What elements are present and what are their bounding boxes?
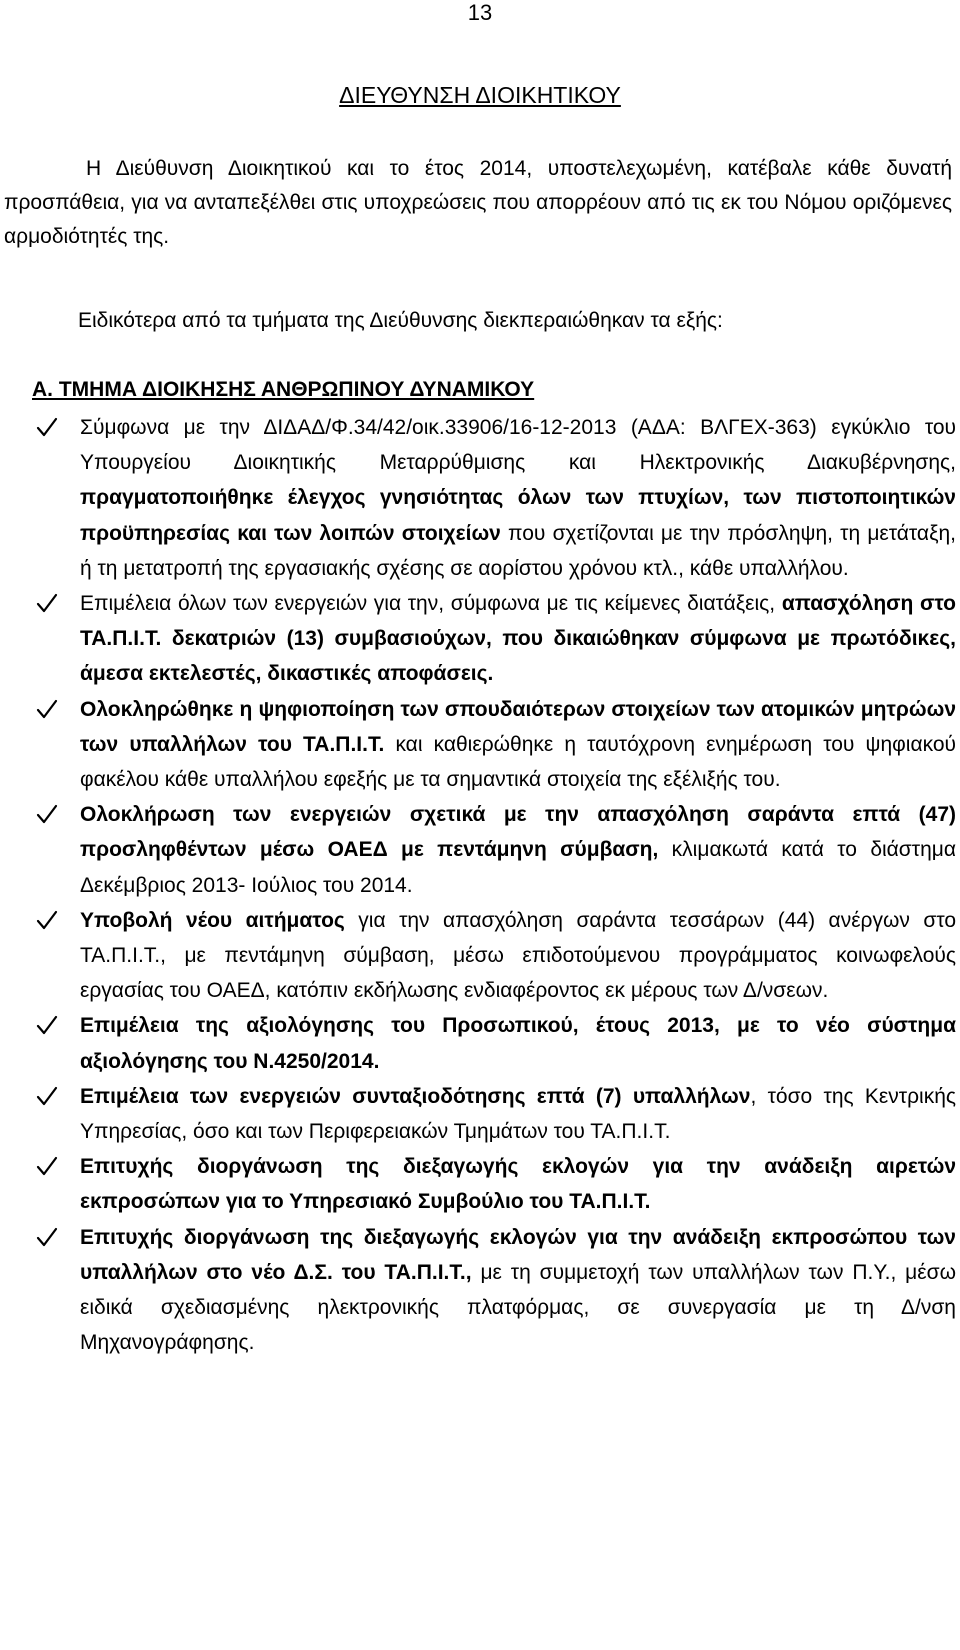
item-text: που σχετίζονται με την πρόσληψη, τη μετάταξη, ή τη μετατροπή της εργασιακής σχέσης σε αορίστου χρόνου κτλ., κάθε υπαλλήλου.	[80, 521, 956, 580]
page-number: 13	[467, 0, 493, 25]
list-item	[0, 1220, 956, 1361]
list-item	[0, 410, 956, 586]
item-bold-text: Επιμέλεια της αξιολόγησης του Προσωπικού, έτους 2013, με το νέο σύστημα αξιολόγησης του Ν.4250/2014.	[80, 1014, 956, 1073]
item-text: , τόσο της Κεντρικής Υπηρεσίας, όσο και των Περιφερειακών Τμημάτων του ΤΑ.Π.Ι.Τ.	[80, 1084, 957, 1144]
item-text: για την απασχόληση σαράντα τεσσάρων (44) ανέργων στο ΤΑ.Π.Ι.Τ., με πεντάμηνη σύμβαση, μέσω επιδοτούμενου προγράμματος κοινωφελούς εργασίας του ΟΑΕΔ, κατόπιν εκδήλωσης ενδιαφέροντος εκ μέρους των Δ/νσεων.	[80, 908, 956, 1003]
checkmark-icon	[36, 909, 58, 931]
item-text: κλιμακωτά κατά το διάστημα Δεκέμβριος 2013- Ιούλιος του 2014.	[80, 838, 956, 897]
item-bold-text: Επιτυχής διοργάνωση της διεξαγωγής εκλογών για την ανάδειξη εκπροσώπου των υπαλλήλων στο νέο Δ.Σ. του ΤΑ.Π.Ι.Τ.,	[80, 1225, 956, 1284]
item-text: με τη συμμετοχή των υπαλλήλων των Π.Υ., μέσω ειδικά σχεδιασμένης ηλεκτρονικής πλατφόρμας, σε συνεργασία με τη Δ/νση Μηχανογράφησης.	[80, 1260, 957, 1355]
item-bold-text: Επιμέλεια των ενεργειών συνταξιοδότησης επτά (7) υπαλλήλων	[80, 1084, 751, 1108]
page-heading: ΔΙΕΥΘΥΝΣΗ ΔΙΟΙΚΗΤΙΚΟΥ	[339, 82, 621, 108]
item-bold-text: απασχόληση στο ΤΑ.Π.Ι.Τ. δεκατριών (13) συμβασιούχων, που δικαιώθηκαν σύμφωνα με πρωτόδικες, άμεσα εκτελεστές, δικαστικές αποφάσεις.	[80, 592, 956, 686]
checkmark-icon	[36, 803, 58, 825]
list-item	[0, 1079, 956, 1149]
item-text: και καθιερώθηκε η ταυτόχρονη ενημέρωση του ψηφιακού φακέλου κάθε υπαλλήλου εφεξής με τα σημαντικά στοιχεία της εξέλιξής του.	[80, 732, 956, 792]
checkmark-icon	[36, 1226, 58, 1248]
checkmark-icon	[36, 1085, 58, 1107]
intro-text: Η Διεύθυνση Διοικητικού και το έτος 2014, υποστελεχωμένη, κατέβαλε κάθε δυνατή προσπάθεια, για να ανταπεξέλθει στις υποχρεώσεις που απορρέουν από τις εκ του Νόμου οριζόμενες αρμοδιότητές της.	[4, 157, 952, 248]
intro-paragraph	[4, 152, 952, 254]
list-item	[0, 692, 956, 798]
list-item	[0, 586, 956, 692]
item-text: Σύμφωνα με την ΔΙΔΑΔ/Φ.34/42/οικ.33906/16-12-2013 (ΑΔΑ: ΒΛΓΕΧ-363) εγκύκλιο του Υπουργείου Διοικητικής Μεταρρύθμισης και Ηλεκτρονικής Διακυβέρνησης,	[80, 416, 956, 475]
item-bold-text: Επιτυχής διοργάνωση της διεξαγωγής εκλογών για την ανάδειξη αιρετών εκπροσώπων για το Υπηρεσιακό Συμβούλιο του ΤΑ.Π.Ι.Τ.	[80, 1155, 956, 1214]
checkmark-icon	[36, 1014, 58, 1036]
list-item	[0, 903, 956, 1009]
list-item	[0, 1008, 956, 1078]
item-bold-text: πραγματοποιήθηκε έλεγχος γνησιότητας όλων των πτυχίων, των πιστοποιητικών προϋπηρεσίας και των λοιπών στοιχείων	[80, 486, 956, 545]
item-bold-text: Ολοκληρώθηκε η ψηφιοποίηση των σπουδαιότερων στοιχείων των ατομικών μητρώων των υπαλλήλων του ΤΑ.Π.Ι.Τ.	[80, 697, 956, 756]
item-bold-text: Ολοκλήρωση των ενεργειών σχετικά με την απασχόληση σαράντα επτά (47) προσληφθέντων μέσω ΟΑΕΔ με πεντάμηνη σύμβαση,	[80, 803, 956, 862]
intro-subparagraph: Ειδικότερα από τα τμήματα της Διεύθυνσης διεκπεραιώθηκαν τα εξής:	[78, 309, 723, 332]
checkmark-icon	[36, 1155, 58, 1177]
checkmark-icon	[36, 698, 58, 720]
list-item	[0, 1149, 956, 1219]
checkmark-icon	[36, 416, 58, 438]
item-bold-text: Υποβολή νέου αιτήματος	[80, 908, 345, 932]
item-text: Επιμέλεια όλων των ενεργειών για την, σύμφωνα με τις κείμενες διατάξεις,	[80, 592, 782, 616]
section-title: Α. ΤΜΗΜΑ ΔΙΟΙΚΗΣΗΣ ΑΝΘΡΩΠΙΝΟΥ ΔΥΝΑΜΙΚΟΥ	[32, 378, 535, 401]
checkmark-icon	[36, 592, 58, 614]
list-item	[0, 797, 956, 903]
task-list	[0, 410, 956, 1360]
